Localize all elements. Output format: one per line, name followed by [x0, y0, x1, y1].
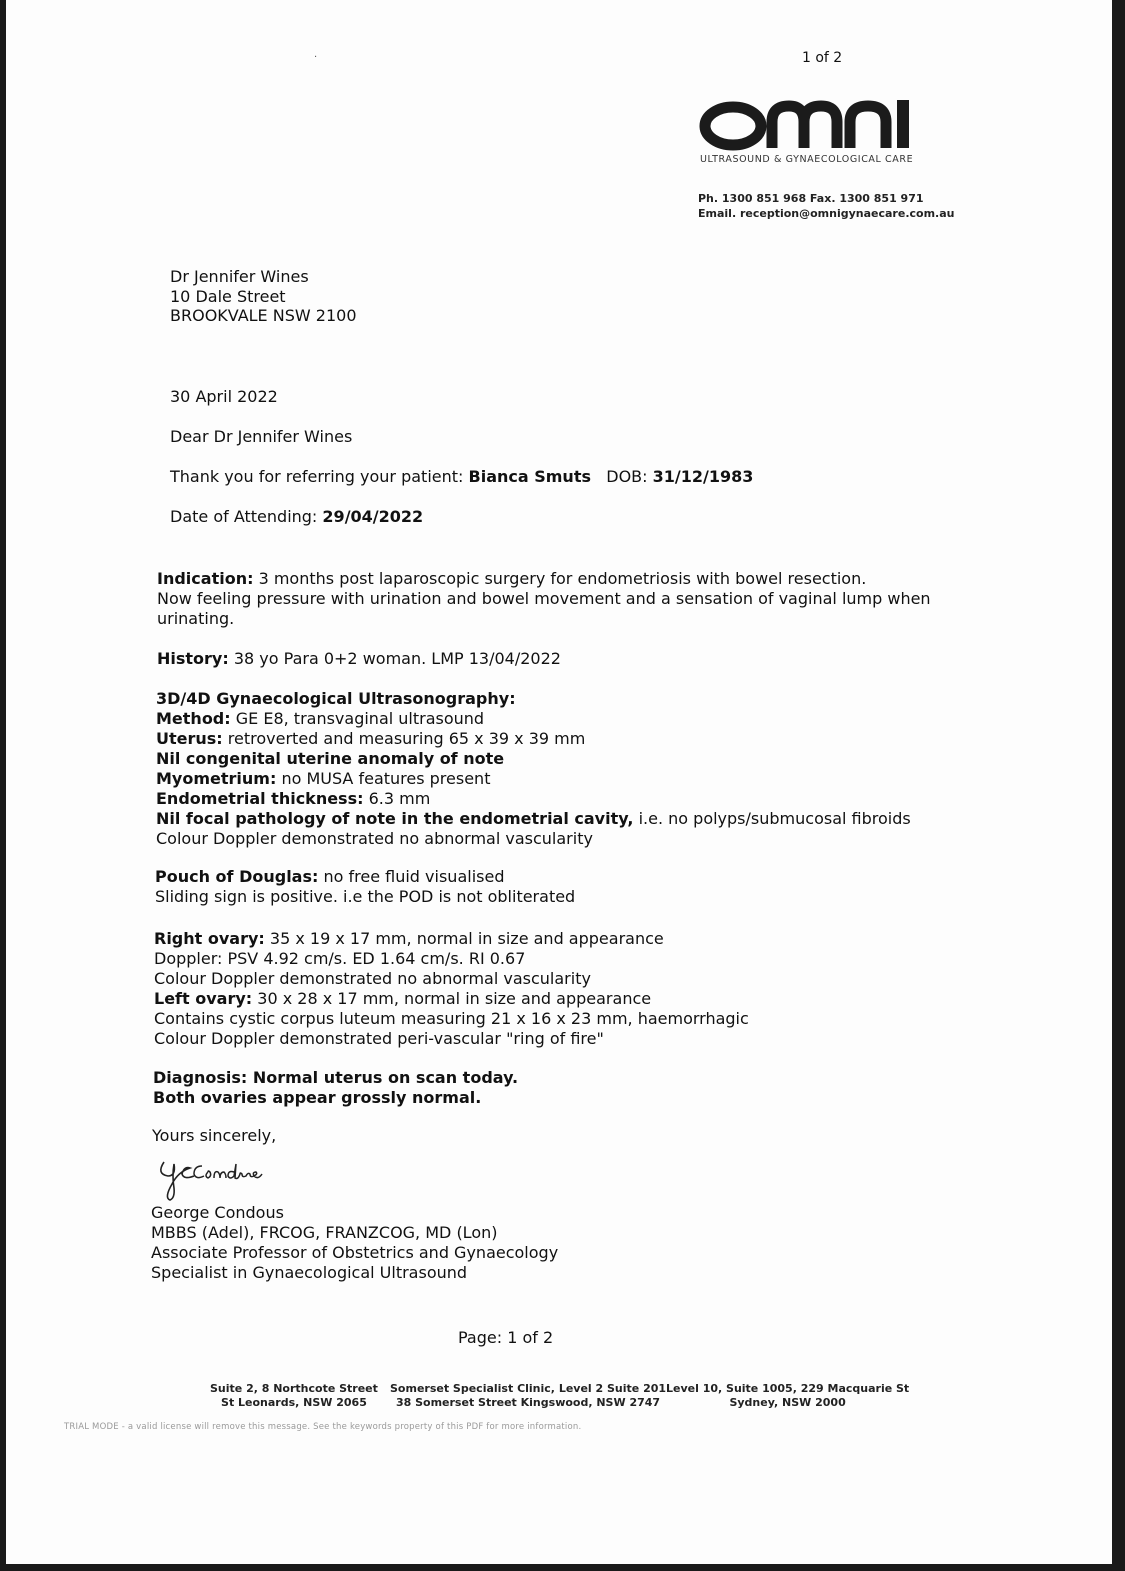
letter-page: [6, 0, 1112, 1564]
patient-dob: 31/12/1983: [652, 467, 754, 486]
pod-text: no free fluid visualised: [318, 867, 505, 886]
focal-text: i.e. no polyps/submucosal fibroids: [633, 809, 911, 828]
footer-address-1-line-2: St Leonards, NSW 2065: [221, 1396, 367, 1409]
indication-line3: urinating.: [157, 609, 235, 628]
pod-label: Pouch of Douglas:: [155, 867, 319, 886]
dob-label: DOB:: [606, 467, 648, 486]
right-ovary-doppler: Doppler: PSV 4.92 cm/s. ED 1.64 cm/s. RI 0.67: [154, 949, 526, 968]
trial-mode-notice: TRIAL MODE - a valid license will remove this message. See the keywords property of this PDF for more information.: [64, 1422, 582, 1432]
right-ovary-label: Right ovary:: [154, 929, 265, 948]
signer-title-1: Associate Professor of Obstetrics and Gynaecology: [151, 1243, 559, 1262]
recipient-name: Dr Jennifer Wines: [170, 267, 309, 286]
stray-dot: ·: [314, 52, 318, 63]
signer-name: George Condous: [151, 1203, 284, 1222]
indication-label: Indication:: [157, 569, 254, 588]
right-ovary-colour: Colour Doppler demonstrated no abnormal vascularity: [154, 969, 591, 988]
letter-date: 30 April 2022: [170, 387, 278, 406]
uterus-label: Uterus:: [156, 729, 223, 748]
indication-line1: 3 months post laparoscopic surgery for endometriosis with bowel resection.: [253, 569, 867, 588]
attending-label: Date of Attending:: [170, 507, 318, 526]
ultrasound-findings: [156, 689, 911, 849]
history-label: History:: [157, 649, 229, 668]
signature-mark: [150, 1146, 280, 1202]
recipient-street: 10 Dale Street: [170, 286, 286, 306]
diagnosis-line2: Both ovaries appear grossly normal.: [153, 1088, 482, 1107]
diagnosis-line1: Diagnosis: Normal uterus on scan today.: [153, 1068, 519, 1087]
uterine-doppler-text: Colour Doppler demonstrated no abnormal vascularity: [156, 829, 593, 848]
attending-line: [170, 507, 423, 526]
pod-section: [155, 867, 575, 907]
footer-address-2-line-2: 38 Somerset Street Kingswood, NSW 2747: [395, 1396, 661, 1409]
sliding-sign-text: Sliding sign is positive. i.e the POD is not obliterated: [155, 887, 576, 906]
recipient-city: BROOKVALE NSW 2100: [170, 306, 357, 325]
endometrial-label: Endometrial thickness:: [156, 789, 364, 808]
recipient-address: [170, 267, 357, 326]
method-label: Method:: [156, 709, 231, 728]
omni-logo-mark: [698, 92, 944, 154]
page-footer-number: Page: 1 of 2: [458, 1328, 554, 1347]
method-text: GE E8, transvaginal ultrasound: [230, 709, 485, 728]
attending-date: 29/04/2022: [322, 507, 424, 526]
uterus-text: retroverted and measuring 65 x 39 x 39 mm: [222, 729, 586, 748]
signer-block: [151, 1203, 558, 1283]
footer-address-kingswood: [390, 1382, 666, 1410]
signer-credentials: MBBS (Adel), FRCOG, FRANZCOG, MD (Lon): [151, 1223, 498, 1242]
footer-address-3-line-1: Level 10, Suite 1005, 229 Macquarie St: [666, 1382, 910, 1395]
left-ovary-cyst: Contains cystic corpus luteum measuring 21 x 16 x 23 mm, haemorrhagic: [154, 1009, 749, 1028]
phone-fax-line: Ph. 1300 851 968 Fax. 1300 851 971: [698, 192, 924, 205]
handwritten-signature: [150, 1146, 280, 1202]
patient-name: Bianca Smuts: [468, 467, 591, 486]
indication-line2: Now feeling pressure with urination and bowel movement and a sensation of vaginal lump when: [157, 589, 931, 608]
referral-line: [170, 467, 753, 486]
right-ovary-text: 35 x 19 x 17 mm, normal in size and appearance: [264, 929, 664, 948]
history-section: [157, 649, 561, 669]
footer-address-2-line-1: Somerset Specialist Clinic, Level 2 Suite 201: [390, 1382, 667, 1395]
endometrial-text: 6.3 mm: [363, 789, 431, 808]
footer-address-3-line-2: Sydney, NSW 2000: [729, 1396, 846, 1409]
salutation: Dear Dr Jennifer Wines: [170, 427, 353, 446]
page-indicator-top: 1 of 2: [802, 50, 843, 66]
valediction: Yours sincerely,: [152, 1126, 277, 1145]
signer-title-2: Specialist in Gynaecological Ultrasound: [151, 1263, 468, 1282]
findings-heading: 3D/4D Gynaecological Ultrasonography:: [156, 689, 516, 708]
ovaries-section: [154, 929, 749, 1049]
myometrium-text: no MUSA features present: [276, 769, 491, 788]
left-ovary-colour: Colour Doppler demonstrated peri-vascular "ring of fire": [154, 1029, 604, 1048]
left-ovary-text: 30 x 28 x 17 mm, normal in size and appearance: [252, 989, 652, 1008]
email-line: Email. reception@omnigynaecare.com.au: [698, 207, 955, 220]
footer-address-1-line-1: Suite 2, 8 Northcote Street: [210, 1382, 378, 1395]
omni-logo: [698, 92, 944, 174]
indication-section: [157, 569, 931, 629]
footer-address-st-leonards: [210, 1382, 378, 1410]
focal-label: Nil focal pathology of note in the endometrial cavity,: [156, 809, 634, 828]
footer-address-sydney: [666, 1382, 909, 1410]
diagnosis-section: [153, 1068, 518, 1108]
congenital-note: Nil congenital uterine anomaly of note: [156, 749, 505, 768]
history-text: 38 yo Para 0+2 woman. LMP 13/04/2022: [228, 649, 561, 668]
left-ovary-label: Left ovary:: [154, 989, 253, 1008]
myometrium-label: Myometrium:: [156, 769, 277, 788]
logo-tagline: ULTRASOUND & GYNAECOLOGICAL CARE: [700, 154, 914, 165]
referral-prefix: Thank you for referring your patient:: [170, 467, 464, 486]
contact-details: [698, 191, 954, 221]
